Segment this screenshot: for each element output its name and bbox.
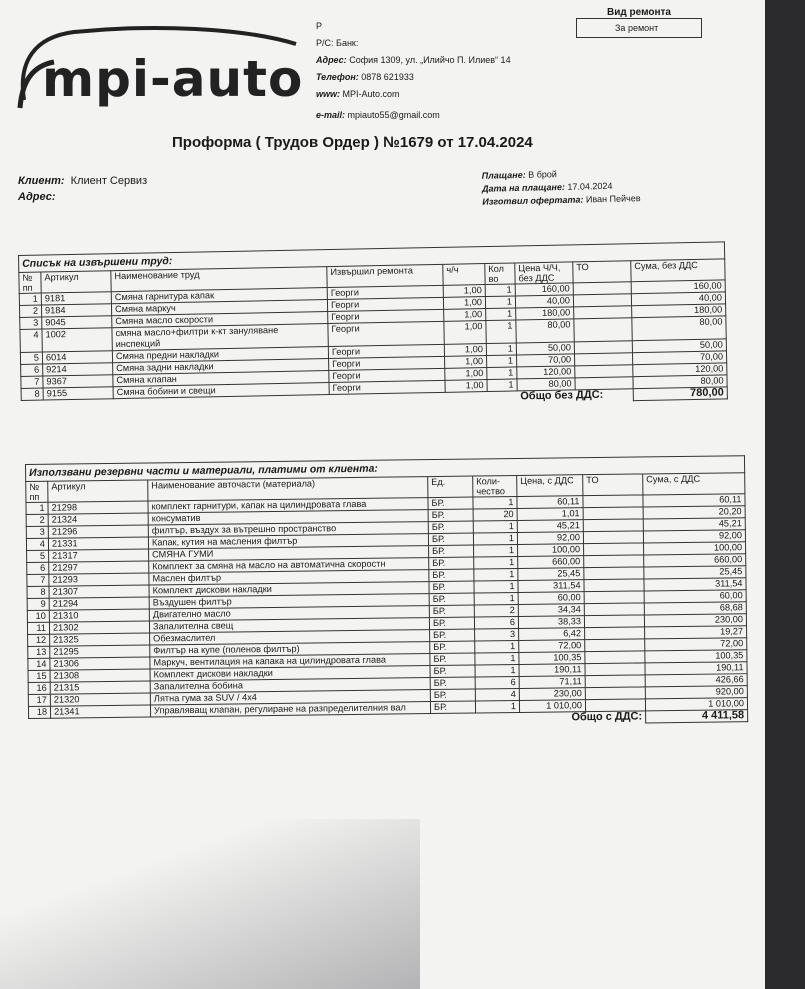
parts-cell: 8: [27, 586, 49, 598]
parts-cell: 6: [474, 616, 518, 629]
labor-title: Списък на извършени труд:: [18, 241, 725, 272]
labor-header-cell: ТО: [573, 261, 631, 283]
parts-cell: БР.: [430, 677, 475, 690]
labor-cell: 1: [487, 367, 517, 380]
labor-cell: 2: [19, 305, 41, 317]
labor-header-cell: Кол во: [485, 263, 515, 285]
parts-cell: Лятна гума за SUV / 4x4: [150, 690, 430, 705]
labor-cell: 5: [20, 352, 42, 364]
parts-cell: 230,00: [644, 614, 746, 627]
labor-cell: 80,00: [633, 375, 727, 389]
parts-cell: Запалителна бобина: [150, 678, 430, 693]
parts-cell: 10: [27, 610, 49, 622]
parts-cell: 45,21: [643, 518, 745, 531]
parts-cell: БР.: [428, 497, 473, 510]
labor-cell: 1: [486, 308, 516, 321]
labor-cell: 1: [485, 296, 515, 309]
labor-cell: [575, 365, 633, 378]
parts-cell: БР.: [430, 641, 475, 654]
parts-cell: 2: [26, 514, 48, 526]
labor-cell: 3: [20, 317, 42, 329]
parts-cell: [585, 627, 645, 640]
parts-cell: БР.: [429, 581, 474, 594]
labor-cell: 8: [21, 388, 43, 400]
parts-cell: 72,00: [519, 640, 585, 653]
labor-cell: 1: [19, 293, 41, 305]
labor-cell: 9214: [43, 363, 113, 376]
parts-cell: [584, 543, 644, 556]
parts-cell: БР.: [429, 593, 474, 606]
parts-cell: 21297: [49, 561, 149, 574]
labor-cell: 80,00: [517, 378, 575, 391]
parts-total-value: 4 411,58: [646, 710, 748, 723]
labor-cell: 50,00: [632, 339, 726, 353]
parts-cell: Маслен филтър: [149, 570, 429, 585]
labor-cell: 160,00: [515, 283, 573, 296]
parts-cell: СМЯНА ГУМИ: [149, 546, 429, 561]
document-title: Проформа ( Трудов Ордер ) №1679 от 17.04.2024: [172, 134, 533, 151]
parts-cell: [583, 495, 643, 508]
address-line: Адрес: София 1309, ул. „Илийчо П. Илиев“ 14: [316, 55, 511, 65]
parts-cell: БР.: [430, 665, 475, 678]
parts-cell: [583, 519, 643, 532]
labor-cell: Георги: [329, 356, 445, 370]
labor-cell: 1,00: [445, 368, 487, 381]
parts-cell: 1: [474, 568, 518, 581]
labor-cell: Георги: [327, 285, 443, 299]
labor-cell: [574, 341, 632, 354]
parts-cell: 34,34: [518, 604, 584, 617]
labor-cell: 180,00: [516, 307, 574, 320]
parts-cell: 6: [475, 676, 519, 689]
labor-header-cell: Извършил ремонта: [327, 264, 443, 287]
labor-cell: 9155: [43, 387, 113, 400]
parts-cell: 45,21: [517, 520, 583, 533]
labor-cell: смяна масло+филтри к-кт зануляване инспекций: [112, 324, 328, 351]
parts-cell: 21310: [49, 609, 149, 622]
parts-cell: 21293: [49, 573, 149, 586]
parts-cell: [584, 567, 644, 580]
parts-header-cell: Наименование авточасти (материала): [148, 477, 428, 501]
labor-cell: 50,00: [516, 342, 574, 355]
labor-cell: [574, 306, 632, 319]
parts-cell: Управляващ клапан, регулиране на разпределителния вал: [150, 702, 430, 717]
labor-cell: 6014: [42, 351, 112, 364]
company-name: Р: [316, 21, 323, 31]
parts-header-cell: № пп: [26, 481, 48, 502]
parts-cell: 660,00: [518, 556, 584, 569]
labor-cell: 4: [20, 329, 42, 352]
parts-cell: 15: [28, 670, 50, 682]
parts-header-cell: Артикул: [48, 480, 148, 502]
parts-cell: 60,00: [644, 590, 746, 603]
parts-cell: консуматив: [148, 510, 428, 525]
labor-cell: Георги: [327, 297, 443, 311]
parts-cell: 25,45: [644, 566, 746, 579]
parts-cell: 1: [474, 580, 518, 593]
parts-cell: БР.: [429, 605, 474, 618]
labor-cell: Георги: [329, 368, 445, 382]
parts-cell: 1: [474, 556, 518, 569]
parts-cell: 3: [26, 526, 48, 538]
parts-cell: Комплект дискови накладки: [149, 582, 429, 597]
parts-cell: [583, 531, 643, 544]
parts-cell: 12: [28, 634, 50, 646]
payment-block: Плащане: В брой Дата на плащане: 17.04.2024 Изготвил офертата: Иван Пейчев: [481, 169, 641, 207]
repair-type-value: За ремонт: [576, 18, 702, 38]
parts-cell: [585, 651, 645, 664]
parts-table: [25, 472, 748, 731]
parts-cell: БР.: [430, 689, 475, 702]
parts-title: Използвани резервни части и материали, платими от клиента:: [25, 455, 745, 481]
parts-cell: 21317: [49, 549, 149, 562]
parts-cell: 660,00: [644, 554, 746, 567]
parts-cell: 19,27: [645, 626, 747, 639]
parts-cell: 7: [27, 574, 49, 586]
parts-cell: Маркуч, вентилация на капака на цилиндровата глава: [150, 654, 430, 669]
parts-cell: 21325: [50, 633, 150, 646]
parts-cell: 21331: [48, 537, 148, 550]
labor-cell: Георги: [328, 309, 444, 323]
labor-cell: 1,00: [443, 285, 485, 298]
labor-header-cell: ч/ч: [443, 264, 485, 286]
labor-cell: 1: [487, 355, 517, 368]
labor-cell: 9045: [42, 316, 112, 329]
parts-cell: 21315: [50, 681, 150, 694]
parts-cell: 18: [28, 706, 50, 718]
parts-cell: 17: [28, 694, 50, 706]
labor-cell: 1,00: [443, 297, 485, 310]
parts-cell: Двигателно масло: [149, 606, 429, 621]
labor-cell: [573, 294, 631, 307]
labor-cell: 9181: [41, 292, 111, 305]
labor-header-cell: № пп: [19, 272, 41, 293]
labor-cell: 1: [486, 343, 516, 356]
parts-header-cell: Ед.: [428, 476, 473, 498]
company-info: [316, 18, 511, 124]
parts-cell: 38,33: [518, 616, 584, 629]
parts-cell: 5: [27, 550, 49, 562]
labor-header-cell: Сума, без ДДС: [631, 259, 725, 282]
labor-section: [18, 241, 728, 413]
parts-cell: 25,45: [518, 568, 584, 581]
client-label: Клиент:: [18, 175, 65, 187]
parts-cell: 2: [474, 604, 518, 617]
photo-shadow: [0, 819, 420, 989]
labor-cell: 160,00: [631, 280, 725, 294]
labor-cell: [573, 282, 631, 295]
parts-cell: 190,11: [645, 662, 747, 675]
labor-cell: 1,00: [445, 356, 487, 369]
parts-cell: 100,35: [519, 652, 585, 665]
parts-cell: Запалителна свещ: [149, 618, 429, 633]
labor-cell: Смяна бобини и свещи: [113, 383, 329, 399]
parts-cell: 1: [473, 496, 517, 509]
labor-cell: 1002: [42, 328, 112, 352]
client-address-label: Адрес:: [18, 191, 56, 203]
labor-cell: 180,00: [632, 304, 726, 318]
parts-cell: 1: [473, 532, 517, 545]
parts-cell: 1,01: [517, 508, 583, 521]
parts-cell: БР.: [430, 629, 475, 642]
parts-cell: [585, 663, 645, 676]
labor-total-value: 780,00: [633, 387, 727, 401]
parts-cell: [583, 507, 643, 520]
parts-cell: БР.: [428, 509, 473, 522]
parts-cell: 311,54: [644, 578, 746, 591]
parts-cell: Комплект дискови накладки: [150, 666, 430, 681]
labor-cell: 1: [486, 320, 516, 344]
parts-cell: 4: [475, 688, 519, 701]
parts-cell: Комплект за смяна на масло на автоматична скоростн: [149, 558, 429, 573]
labor-cell: 9367: [43, 375, 113, 388]
parts-cell: Филтър на купе (поленов филтър): [150, 642, 430, 657]
parts-header-cell: Коли-чество: [473, 475, 517, 497]
parts-cell: Капак, кутия на масления филтър: [148, 534, 428, 549]
labor-cell: Смяна предни накладки: [112, 347, 328, 363]
parts-cell: 60,11: [643, 494, 745, 507]
payment-value: В брой: [528, 169, 557, 180]
parts-cell: 1: [474, 592, 518, 605]
labor-cell: Георги: [328, 344, 444, 358]
parts-cell: БР.: [430, 653, 475, 666]
parts-header-cell: Сума, с ДДС: [643, 473, 745, 495]
labor-cell: Георги: [328, 321, 444, 346]
parts-cell: 1: [475, 652, 519, 665]
parts-cell: 11: [27, 622, 49, 634]
parts-header-cell: Цена, с ДДС: [517, 475, 583, 497]
labor-cell: Смяна гарнитура капак: [111, 288, 327, 304]
parts-cell: Обезмаслител: [150, 630, 430, 645]
email-line: e-mail: mpiauto55@gmail.com: [316, 110, 440, 120]
parts-cell: 100,35: [645, 650, 747, 663]
labor-cell: Смяна масло скорости: [112, 312, 328, 328]
parts-cell: 21341: [50, 705, 150, 718]
parts-cell: 60,00: [518, 592, 584, 605]
parts-cell: 311,54: [518, 580, 584, 593]
parts-cell: 13: [28, 646, 50, 658]
parts-cell: [585, 687, 645, 700]
parts-cell: 21298: [48, 501, 148, 514]
labor-cell: 7: [21, 376, 43, 388]
labor-cell: 70,00: [632, 351, 726, 365]
client-block: [18, 173, 147, 205]
parts-cell: 16: [28, 682, 50, 694]
labor-cell: Георги: [329, 380, 445, 394]
parts-cell: 21306: [50, 657, 150, 670]
parts-cell: [585, 675, 645, 688]
parts-cell: [584, 591, 644, 604]
parts-cell: 190,11: [519, 664, 585, 677]
client-value: Клиент Сервиз: [70, 175, 148, 187]
parts-cell: БР.: [429, 569, 474, 582]
labor-cell: 40,00: [515, 295, 573, 308]
parts-cell: 21308: [50, 669, 150, 682]
parts-cell: 21320: [50, 693, 150, 706]
parts-section: [25, 455, 748, 731]
parts-cell: 1: [26, 502, 48, 514]
parts-cell: 3: [475, 628, 519, 641]
repair-type-label: Вид ремонта: [607, 7, 671, 18]
parts-cell: Въздушен филтър: [149, 594, 429, 609]
labor-cell: [574, 353, 632, 366]
labor-header-cell: Артикул: [41, 271, 111, 293]
labor-cell: 6: [21, 364, 43, 376]
parts-cell: 6,42: [519, 628, 585, 641]
labor-cell: 1: [487, 379, 517, 392]
prepared-by: Иван Пейчев: [585, 193, 641, 205]
parts-cell: 20: [473, 508, 517, 521]
parts-cell: 21295: [50, 645, 150, 658]
bank-line: Р/С: Банк:: [316, 38, 359, 48]
parts-cell: 1: [475, 664, 519, 677]
parts-total-label: Общо с ДДС:: [571, 710, 643, 724]
labor-cell: 80,00: [632, 316, 726, 341]
labor-cell: 70,00: [517, 354, 575, 367]
repair-type-box: [576, 7, 702, 38]
parts-cell: комплект гарнитури, капак на цилиндровата глава: [148, 498, 428, 513]
parts-cell: 92,00: [643, 530, 745, 543]
parts-cell: 60,11: [517, 496, 583, 509]
labor-cell: 1,00: [444, 344, 486, 357]
parts-cell: 1: [475, 700, 519, 713]
labor-cell: [574, 318, 632, 342]
labor-table: [18, 258, 728, 413]
labor-total-label: Общо без ДДС:: [520, 388, 604, 403]
labor-cell: 120,00: [633, 363, 727, 377]
parts-cell: 20,20: [643, 506, 745, 519]
parts-cell: 9: [27, 598, 49, 610]
parts-cell: 1 010,00: [645, 698, 747, 711]
parts-cell: 1: [473, 520, 517, 533]
parts-cell: [585, 639, 645, 652]
labor-cell: Смяна маркуч: [111, 300, 327, 316]
parts-cell: 1 010,00: [519, 700, 585, 713]
parts-cell: 1: [475, 640, 519, 653]
labor-header-cell: Наименование труд: [111, 267, 327, 292]
parts-cell: 68,68: [644, 602, 746, 615]
parts-header-cell: ТО: [583, 474, 643, 496]
labor-cell: Смяна задни накладки: [113, 359, 329, 375]
parts-cell: 21296: [48, 525, 148, 538]
labor-cell: 40,00: [631, 292, 725, 306]
labor-cell: 1: [485, 284, 515, 297]
parts-cell: 21294: [49, 597, 149, 610]
parts-cell: 21324: [48, 513, 148, 526]
www-line: www: MPI-Auto.com: [316, 89, 400, 99]
parts-cell: 100,00: [644, 542, 746, 555]
parts-cell: филтър, въздух за вътрешно пространство: [148, 522, 428, 537]
parts-cell: БР.: [429, 557, 474, 570]
parts-cell: 71,11: [519, 676, 585, 689]
parts-cell: [584, 579, 644, 592]
parts-cell: 72,00: [645, 638, 747, 651]
parts-cell: 100,00: [518, 544, 584, 557]
parts-cell: 230,00: [519, 688, 585, 701]
labor-cell: 1,00: [445, 380, 487, 393]
parts-cell: 426,66: [645, 674, 747, 687]
parts-cell: [584, 615, 644, 628]
parts-cell: БР.: [430, 701, 475, 714]
parts-cell: 92,00: [517, 532, 583, 545]
parts-cell: [584, 555, 644, 568]
labor-cell: 1,00: [444, 321, 486, 345]
parts-cell: 4: [26, 538, 48, 550]
labor-cell: 1,00: [444, 309, 486, 322]
parts-cell: БР.: [429, 545, 474, 558]
labor-cell: 120,00: [517, 366, 575, 379]
phone-line: Телефон: 0878 621933: [316, 72, 414, 82]
labor-header-cell: Цена Ч/Ч, без ДДС: [515, 262, 573, 284]
parts-cell: 14: [28, 658, 50, 670]
parts-cell: БР.: [428, 521, 473, 534]
parts-cell: 920,00: [645, 686, 747, 699]
parts-cell: 21307: [49, 585, 149, 598]
labor-cell: 80,00: [516, 319, 574, 343]
labor-cell: Смяна клапан: [113, 371, 329, 387]
labor-cell: 9184: [41, 304, 111, 317]
parts-cell: 21302: [49, 621, 149, 634]
parts-cell: БР.: [429, 617, 474, 630]
parts-cell: 1: [474, 544, 518, 557]
logo-text: mpi-auto: [42, 50, 304, 108]
labor-cell: [575, 377, 633, 390]
parts-cell: БР.: [428, 533, 473, 546]
parts-cell: 6: [27, 562, 49, 574]
parts-cell: [584, 603, 644, 616]
payment-date: 17.04.2024: [567, 180, 613, 192]
